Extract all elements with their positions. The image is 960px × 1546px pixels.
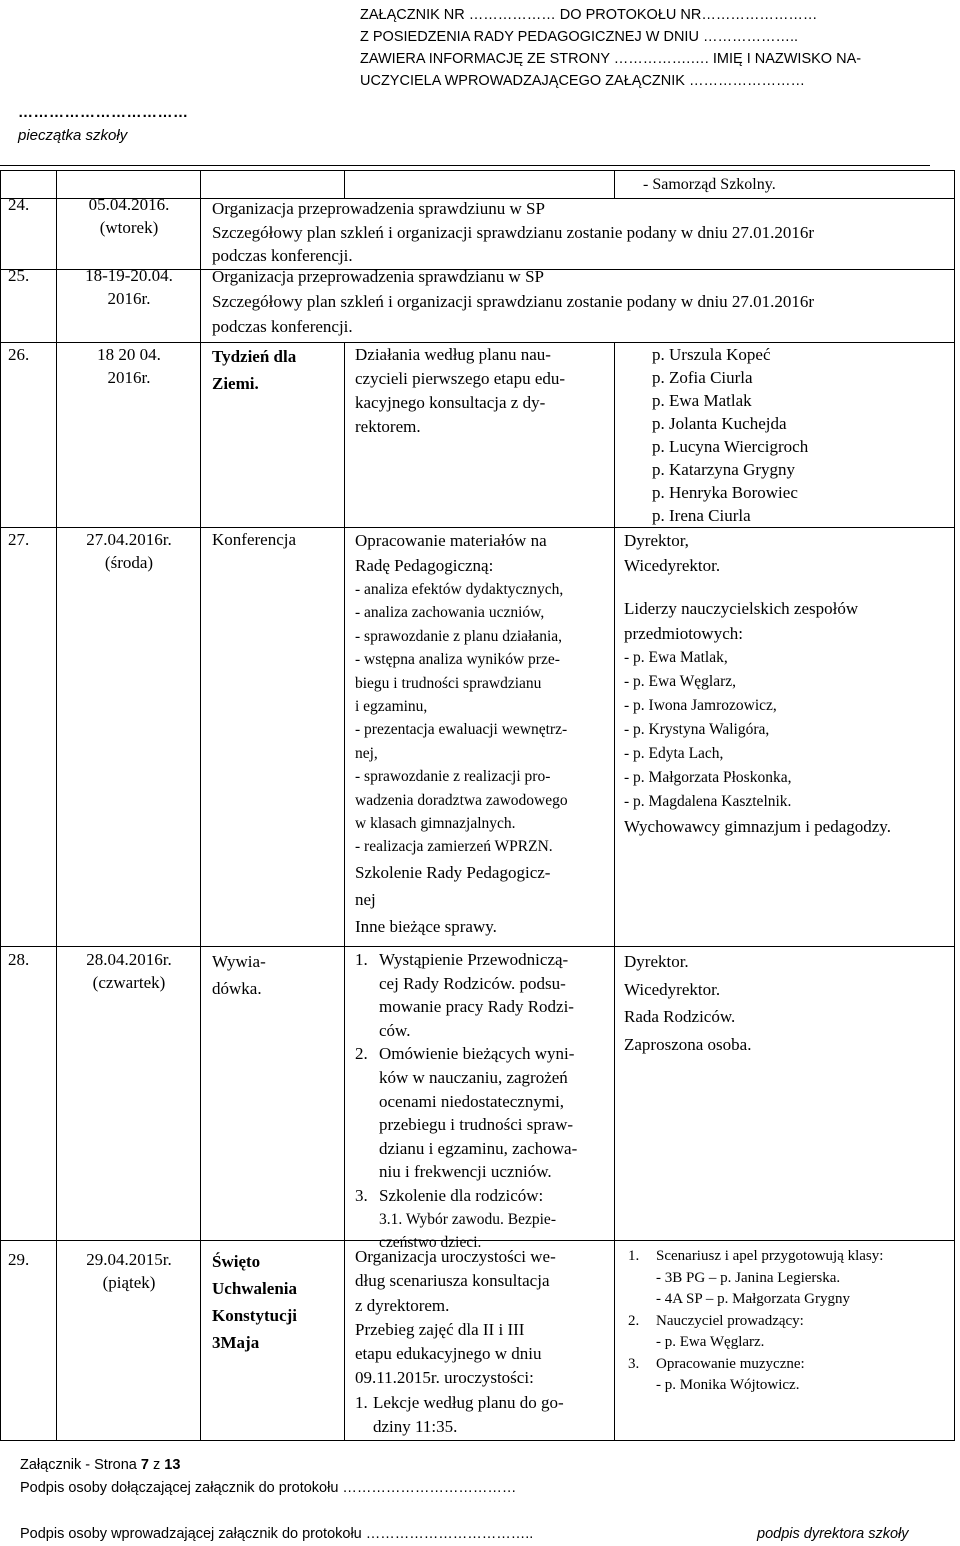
stamp-label: pieczątka szkoły [18, 127, 128, 144]
responsible-persons [624, 343, 944, 527]
desc-line: rektorem. [355, 417, 421, 436]
date-line: (wtorek) [99, 218, 159, 237]
header-line: ZAŁĄCZNIK NR ……………… DO PROTOKOŁU NR…………………… [360, 7, 818, 23]
page-label: Załącznik - Strona [20, 1457, 137, 1473]
row-title: Organizacja przeprowadzenia sprawdzianu w SP [212, 267, 544, 286]
agenda-outro [355, 859, 610, 940]
desc-line: dług scenariusza konsultacja [355, 1271, 550, 1291]
row-date [60, 264, 198, 310]
director-signature-label: podpis dyrektora szkoły [757, 1526, 909, 1542]
row-number: 25. [8, 266, 30, 285]
row-number: 27. [8, 530, 30, 549]
agenda-item: biegu i trudności sprawdzianu [355, 674, 542, 692]
row-date [60, 1248, 198, 1294]
person: - p. Ewa Matlak, [624, 649, 728, 666]
item-number: 3. [355, 1185, 368, 1205]
event-line: Tydzień dla [212, 347, 297, 366]
desc-line: kacyjnego konsultacja z dy- [355, 393, 546, 412]
stamp-placeholder: …………………………… [18, 104, 189, 121]
event-line: Ziemi. [212, 374, 259, 393]
item-line: dzianu i egzaminu, zachowa- [379, 1138, 578, 1158]
item-number: 1. [355, 950, 368, 969]
numbered-item [628, 1311, 952, 1354]
event-line: Wywia- [212, 952, 266, 971]
row-divider [0, 170, 955, 171]
column-divider [344, 342, 345, 1440]
event-line: 3Maja [212, 1333, 260, 1352]
agenda-item: w klasach gimnazjalnych. [355, 815, 516, 833]
item-number: 2. [628, 1312, 640, 1329]
person: p. Irena Ciurla [652, 506, 751, 525]
person: - p. Małgorzata Płoskonka, [624, 769, 792, 786]
numbered-item [628, 1246, 952, 1311]
responsible-persons [624, 948, 950, 1058]
column-divider [344, 170, 345, 198]
desc-line: nej [355, 889, 376, 909]
desc-line: Organizacja uroczystości we- [355, 1247, 556, 1266]
item-line: przebiegu i trudności spraw- [379, 1115, 574, 1135]
person: Wicedyrektor. [624, 979, 721, 999]
person: Rada Rodziców. [624, 1007, 736, 1026]
agenda-item: wadzenia doradztwa zawodowego [355, 791, 568, 809]
table-border-left [0, 170, 1, 1440]
page-indicator [20, 1457, 180, 1473]
column-divider [56, 170, 57, 1440]
item-line: Szkolenie dla rodziców: [379, 1185, 544, 1205]
person: p. Lucyna Wiercigroch [652, 437, 809, 456]
event-name [212, 948, 342, 1002]
person: p. Zofia Ciurla [652, 368, 753, 387]
attach-signature-line: Podpis osoby dołączającej załącznik do protokołu ……………………………… [20, 1480, 517, 1496]
page-separator: z [153, 1457, 161, 1473]
date-line: (środa) [104, 553, 154, 572]
row-number: 28. [8, 950, 30, 969]
item-line: Lekcje według planu do go- [373, 1392, 564, 1412]
numbered-item [355, 948, 610, 1042]
event-description [355, 948, 610, 1254]
column-divider [614, 170, 615, 198]
schedule-table [0, 170, 955, 1440]
group-heading: przedmiotowych: [624, 624, 743, 643]
table-border-right [954, 170, 955, 1440]
desc-line: Szkolenie Rady Pedagogicz- [355, 862, 551, 882]
spacer [624, 578, 950, 596]
person: - p. Edyta Lach, [624, 745, 724, 762]
person: Dyrektor. [624, 952, 689, 971]
date-line: 2016r. [107, 289, 151, 308]
desc-line: Inne bieżące sprawy. [355, 916, 497, 936]
item-number: 1. [628, 1248, 640, 1264]
item-line: - 3B PG – p. Janina Legierska. [656, 1269, 841, 1286]
header-line: Z POSIEDZENIA RADY PEDAGOGICZNEJ W DNIU ……………….. [360, 29, 799, 45]
item-line: ków w nauczaniu, zagrożeń [379, 1067, 568, 1087]
event-line: Uchwalenia [212, 1279, 297, 1298]
column-divider [200, 170, 201, 1440]
desc-line: Działania według planu nau- [355, 345, 551, 364]
row-detail: Szczegółowy plan szkleń i organizacji sprawdzianu zostanie podany w dniu 27.01.2016r [212, 292, 815, 311]
row-description [212, 197, 952, 268]
agenda-item: nej, [355, 744, 378, 762]
header-divider [0, 165, 930, 166]
desc-line: Opracowanie materiałów na [355, 531, 547, 550]
group-heading: Liderzy nauczycielskich zespołów [624, 599, 859, 618]
agenda-item: i egzaminu, [355, 698, 428, 716]
person: Zaproszona osoba. [624, 1034, 752, 1054]
agenda-item: - sprawozdanie z planu działania, [355, 627, 563, 645]
item-number: 3. [628, 1355, 640, 1372]
date-line: 05.04.2016. [88, 195, 170, 214]
date-line: 28.04.2016r. [86, 950, 172, 969]
agenda-item: - analiza efektów dydaktycznych, [355, 581, 564, 598]
item-line: - p. Monika Wójtowicz. [656, 1377, 800, 1393]
person: p. Urszula Kopeć [652, 345, 771, 364]
item-number: 1. [355, 1392, 368, 1412]
responsible-persons [628, 1246, 952, 1397]
numbered-item [355, 1184, 610, 1208]
row-number: 26. [8, 345, 30, 364]
person: Wychowawcy gimnazjum i pedagodzy. [624, 817, 891, 836]
date-line: 18-19-20.04. [85, 266, 173, 285]
desc-line: z dyrektorem. [355, 1295, 450, 1315]
agenda-item: - sprawozdanie z realizacji pro- [355, 768, 551, 786]
row-number: 29. [8, 1250, 30, 1269]
person: Dyrektor, [624, 531, 689, 550]
column-divider [614, 342, 615, 1440]
date-line: 2016r. [107, 368, 151, 387]
item-line: mowanie pracy Rady Rodzi- [379, 997, 574, 1017]
row-date [60, 528, 198, 574]
numbered-item [355, 1391, 610, 1440]
row-detail: podczas konferencji. [212, 317, 353, 336]
person: p. Ewa Matlak [652, 391, 752, 410]
event-name [212, 1248, 342, 1356]
row-date [60, 343, 198, 389]
date-line: 18 20 04. [97, 345, 161, 364]
page-current: 7 [140, 1457, 149, 1473]
event-name: Konferencja [212, 530, 297, 549]
person: - p. Iwona Jamrozowicz, [624, 697, 777, 714]
person: p. Henryka Borowiec [652, 483, 798, 502]
desc-line: czycieli pierwszego etapu edu- [355, 369, 566, 388]
row-divider [0, 1440, 955, 1441]
person: - p. Magdalena Kasztelnik. [624, 793, 792, 810]
event-description [355, 343, 610, 439]
item-line: - 4A SP – p. Małgorzata Grygny [656, 1291, 851, 1307]
row-divider [0, 946, 955, 947]
row-description [212, 264, 952, 339]
agenda-item: - prezentacja ewaluacji wewnętrz- [355, 721, 568, 739]
item-line: Opracowanie muzyczne: [656, 1355, 805, 1372]
page-total: 13 [164, 1457, 181, 1473]
event-line: Święto [212, 1252, 261, 1271]
row-number: 24. [8, 195, 30, 214]
person: p. Jolanta Kuchejda [652, 414, 787, 433]
date-line: (czwartek) [92, 973, 166, 992]
leaders-list [624, 646, 950, 814]
event-line: Konstytucji [212, 1306, 297, 1325]
row-detail: Szczegółowy plan szkleń i organizacji sprawdzianu zostanie podany w dniu 27.01.2016r [212, 222, 815, 242]
agenda-item: - analiza zachowania uczniów, [355, 604, 545, 622]
item-line: Nauczyciel prowadzący: [656, 1312, 804, 1329]
date-line: 29.04.2015r. [86, 1250, 172, 1269]
row-detail: podczas konferencji. [212, 246, 353, 265]
row-title: Organizacja przeprowadzenia sprawdziunu w SP [212, 199, 545, 218]
desc-line: etapu edukacyjnego w dniu [355, 1344, 542, 1364]
item-line: 3.1. Wybór zawodu. Bezpie- [379, 1210, 556, 1228]
header-line: UCZYCIELA WPROWADZAJĄCEGO ZAŁĄCZNIK …………………… [360, 73, 805, 89]
event-description [355, 528, 610, 940]
item-line: Omówienie bieżących wyni- [379, 1044, 575, 1064]
agenda-item: - realizacja zamierzeń WPRZN. [355, 838, 553, 856]
desc-line: Radę Pedagogiczną: [355, 556, 494, 575]
event-line: dówka. [212, 979, 262, 998]
row-date [60, 193, 198, 239]
item-line: ców. [379, 1020, 411, 1040]
responsible-persons [624, 528, 950, 839]
event-description [355, 1245, 610, 1439]
continuation-text: - Samorząd Szkolny. [643, 176, 776, 193]
numbered-item [355, 1042, 610, 1184]
item-number: 2. [355, 1044, 368, 1064]
item-line: dziny 11:35. [373, 1417, 458, 1437]
numbered-item [628, 1354, 952, 1397]
person: Wicedyrektor. [624, 556, 721, 575]
item-line: - p. Ewa Węglarz. [656, 1334, 765, 1350]
introducer-signature-line: Podpis osoby wprowadzającej załącznik do protokołu …………………………….. [20, 1526, 534, 1542]
desc-line: 09.11.2015r. uroczystości: [355, 1368, 534, 1388]
item-line: czeństwo dzieci. [379, 1233, 482, 1251]
date-line: 27.04.2016r. [86, 530, 172, 549]
person: p. Katarzyna Grygny [652, 460, 796, 479]
item-line: Wystąpienie Przewodniczą- [379, 950, 569, 969]
row-date [60, 948, 198, 994]
item-line: cej Rady Rodziców. podsu- [379, 973, 566, 993]
person: - p. Krystyna Waligóra, [624, 721, 770, 738]
item-line: niu i frekwencji uczniów. [379, 1162, 552, 1182]
desc-line: Przebieg zajęć dla II i III [355, 1319, 525, 1339]
date-line: (piątek) [102, 1273, 156, 1292]
agenda-item: - wstępna analiza wyników prze- [355, 651, 560, 669]
item-line: Scenariusz i apel przygotowują klasy: [656, 1248, 884, 1264]
person: - p. Ewa Węglarz, [624, 673, 737, 690]
header-line: ZAWIERA INFORMACJĘ ZE STRONY …………….…. IMIĘ I NAZWISKO NA- [360, 51, 862, 67]
event-name [212, 343, 342, 397]
item-line: ocenami niedostatecznymi, [379, 1091, 565, 1111]
agenda-list [355, 578, 610, 859]
document-header [360, 4, 950, 92]
